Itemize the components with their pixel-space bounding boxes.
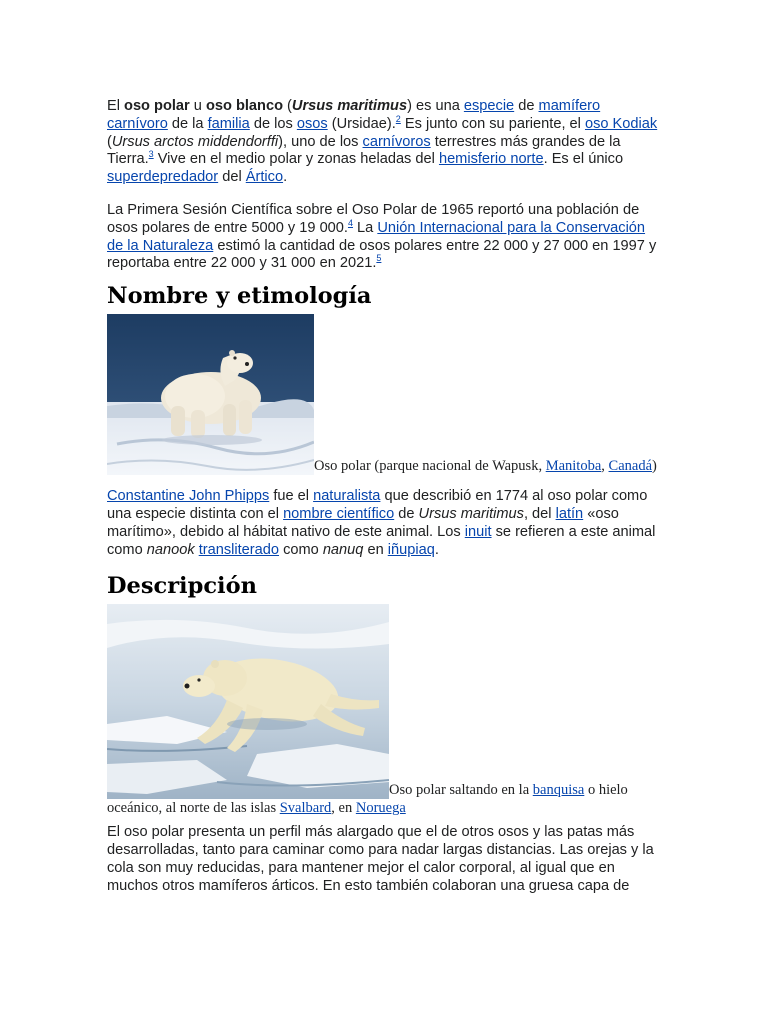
- text: se refieren a este animal como: [107, 523, 656, 558]
- intro-paragraph-1: [107, 98, 663, 187]
- link-inupiaq[interactable]: iñupiaq: [387, 541, 435, 558]
- polar-bear-jumping-image[interactable]: [107, 604, 389, 799]
- intro-paragraph-2: [107, 202, 663, 273]
- caption-text: Oso polar saltando en la: [389, 782, 533, 799]
- caption-text: Oso polar (parque nacional de Wapusk,: [314, 458, 546, 475]
- text: El oso polar presenta un perfil más alargado que el de otros osos y las patas más desarrolladas, tanto para caminar como para nadar largas distancias. Las orejas y la cola son muy reducidas, para mantener mejor el calor corporal, al igual que en muchos otros mamíferos árticos. En esto también colaboran una gruesa capa de: [107, 824, 654, 894]
- reference-link-5[interactable]: 5: [376, 253, 382, 264]
- description-paragraph: [107, 824, 663, 895]
- text: Vive en el medio polar y zonas heladas del: [153, 151, 439, 168]
- link-carnivoro[interactable]: carnívoro: [107, 115, 168, 132]
- link-noruega[interactable]: Noruega: [355, 800, 406, 817]
- polar-bear-standing-image[interactable]: [107, 314, 314, 475]
- link-nombre-cientifico[interactable]: nombre científico: [283, 505, 395, 522]
- reference-link-4[interactable]: 4: [347, 217, 353, 228]
- caption-text: , en: [331, 800, 356, 817]
- link-oso-kodiak[interactable]: oso Kodiak: [584, 115, 658, 132]
- text: terrestres más grandes de la Tierra.: [107, 133, 621, 168]
- scientific-name: Ursus maritimus: [418, 505, 524, 522]
- text: Es junto con su pariente, el: [400, 115, 585, 132]
- text: . Es el único: [543, 151, 624, 168]
- text: estimó la cantidad de osos polares entre 22 000 y 27 000 en 1997 y reportaba entre 22 000 y 31 000 en 2021.: [107, 237, 657, 272]
- text: La Primera Sesión Científica sobre el Oso Polar de 1965 reportó una población de osos polares de entre 5000 y 19 000.: [107, 201, 640, 236]
- etymology-paragraph: [107, 488, 663, 559]
- link-inuit[interactable]: inuit: [464, 523, 492, 540]
- section-heading-nombre: Nombre y etimología: [107, 283, 372, 310]
- article-content: [107, 98, 663, 896]
- link-artico[interactable]: Ártico: [245, 169, 284, 186]
- text: La: [352, 219, 378, 236]
- text: .: [434, 541, 439, 558]
- text: de la: [167, 115, 208, 132]
- link-uicn[interactable]: Unión Internacional para la Conservación de la Naturaleza: [107, 219, 646, 254]
- link-familia[interactable]: familia: [207, 115, 250, 132]
- term-oso-polar: oso polar: [124, 98, 190, 114]
- link-hemisferio-norte[interactable]: hemisferio norte: [438, 151, 544, 168]
- text: ), uno de los: [278, 133, 363, 150]
- text: en: [363, 541, 388, 558]
- caption-text: ,: [601, 458, 609, 475]
- image-caption-wapusk: [107, 314, 663, 475]
- text: que describió en 1774 al oso polar como una especie distinta con el: [107, 488, 648, 522]
- text: (: [107, 133, 112, 150]
- link-carnivoros[interactable]: carnívoros: [362, 133, 431, 150]
- text: fue el: [269, 488, 314, 505]
- term-oso-blanco: oso blanco: [205, 98, 283, 114]
- link-manitoba[interactable]: Manitoba: [545, 458, 602, 475]
- text: , del: [523, 505, 556, 522]
- link-superdepredador[interactable]: superdepredador: [107, 169, 219, 186]
- scientific-name: Ursus maritimus: [291, 98, 408, 114]
- link-naturalista[interactable]: naturalista: [313, 488, 381, 505]
- reference-link-2[interactable]: 2: [395, 113, 401, 124]
- reference-link-3[interactable]: 3: [148, 149, 154, 160]
- link-banquisa[interactable]: banquisa: [532, 782, 585, 799]
- link-osos[interactable]: osos: [296, 115, 328, 132]
- scientific-name-kodiak: Ursus arctos middendorffi: [111, 133, 279, 150]
- term-nanuq: nanuq: [322, 541, 364, 558]
- link-canada[interactable]: Canadá: [608, 458, 653, 475]
- link-especie[interactable]: especie: [463, 98, 515, 114]
- text: de: [514, 98, 539, 114]
- text: de los: [249, 115, 297, 132]
- link-latin[interactable]: latín: [555, 505, 584, 522]
- text: del: [218, 169, 246, 186]
- caption-text: ): [652, 458, 657, 475]
- term-nanook: nanook: [146, 541, 195, 558]
- text: .: [283, 169, 288, 186]
- text: (: [282, 98, 292, 114]
- text: (Ursidae).: [327, 115, 396, 132]
- text: «oso marítimo», debido al hábitat nativo de este animal. Los: [107, 505, 619, 540]
- text: de: [394, 505, 419, 522]
- text: como: [279, 541, 323, 558]
- text: ) es una: [407, 98, 464, 114]
- link-svalbard[interactable]: Svalbard: [279, 800, 332, 817]
- link-transliterado[interactable]: transliterado: [198, 541, 280, 558]
- text: El: [107, 98, 125, 114]
- link-constantine-john-phipps[interactable]: Constantine John Phipps: [107, 488, 270, 505]
- section-heading-descripcion: Descripción: [107, 573, 257, 600]
- text: u: [189, 98, 206, 114]
- image-caption-svalbard: [107, 604, 663, 817]
- caption-text: o hielo oceánico, al norte de las islas: [107, 782, 628, 817]
- link-mamifero[interactable]: mamífero: [538, 98, 601, 114]
